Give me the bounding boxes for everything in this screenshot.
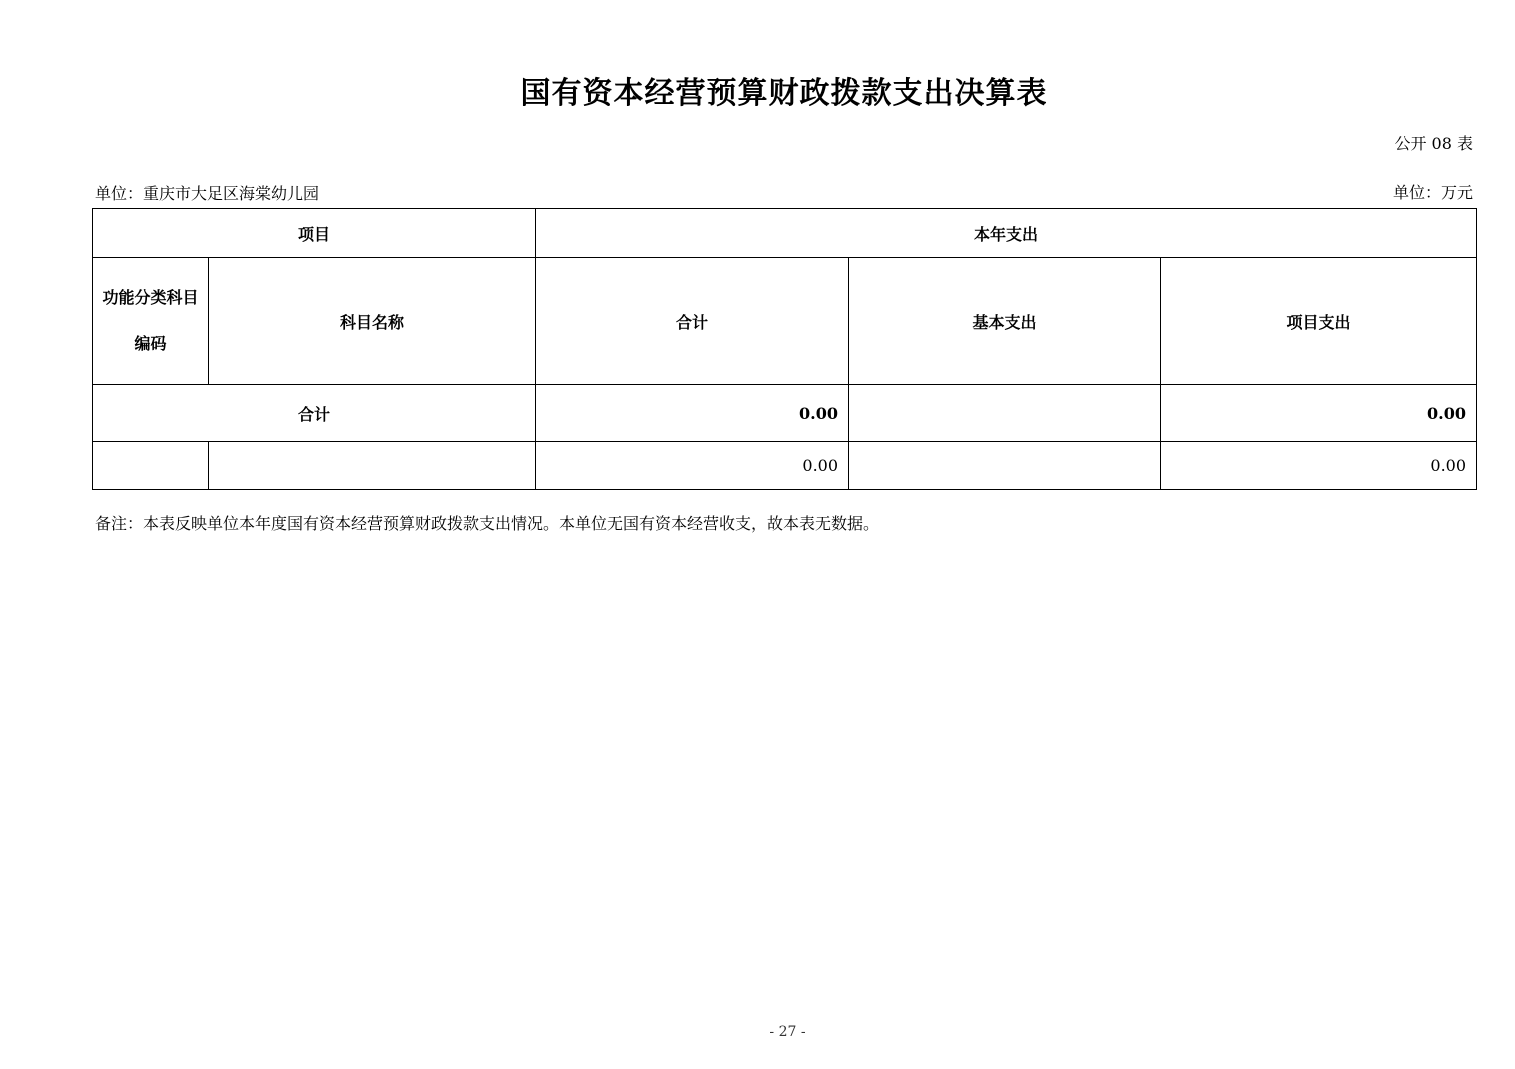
row-basic (849, 442, 1161, 490)
table-row (93, 442, 1477, 490)
total-row-basic (849, 385, 1161, 442)
row-code (93, 442, 209, 490)
table-header-row-top (93, 209, 1477, 258)
header-basic-expense: 基本支出 (849, 258, 1161, 385)
page-number: - 27 - (769, 1024, 806, 1040)
header-project: 项目 (93, 209, 536, 258)
page-title: 国有资本经营预算财政拨款支出决算表 (520, 76, 1048, 111)
header-total: 合计 (536, 258, 849, 385)
unit-currency: 单位：万元 (1392, 183, 1473, 202)
row-name (209, 442, 536, 490)
table-row-total (93, 385, 1477, 442)
header-project-expense: 项目支出 (1161, 258, 1477, 385)
form-number: 公开 08 表 (1394, 134, 1473, 153)
header-function-code (93, 258, 209, 385)
row-project: 0.00 (1161, 442, 1477, 490)
total-row-project: 0.00 (1161, 385, 1477, 442)
total-row-label: 合计 (93, 385, 536, 442)
expense-table (92, 208, 1477, 490)
total-row-total: 0.00 (536, 385, 849, 442)
row-total: 0.00 (536, 442, 849, 490)
table-header-row-sub (93, 258, 1477, 385)
unit-organization: 单位：重庆市大足区海棠幼儿园 (95, 184, 320, 203)
header-function-code-line1: 功能分类科目 (102, 288, 199, 307)
header-subject-name: 科目名称 (209, 258, 536, 385)
header-year-expense: 本年支出 (536, 209, 1477, 258)
header-function-code-line2: 编码 (134, 334, 167, 353)
footnote: 备注：本表反映单位本年度国有资本经营预算财政拨款支出情况。本单位无国有资本经营收支，故本表无数据。 (95, 514, 880, 533)
